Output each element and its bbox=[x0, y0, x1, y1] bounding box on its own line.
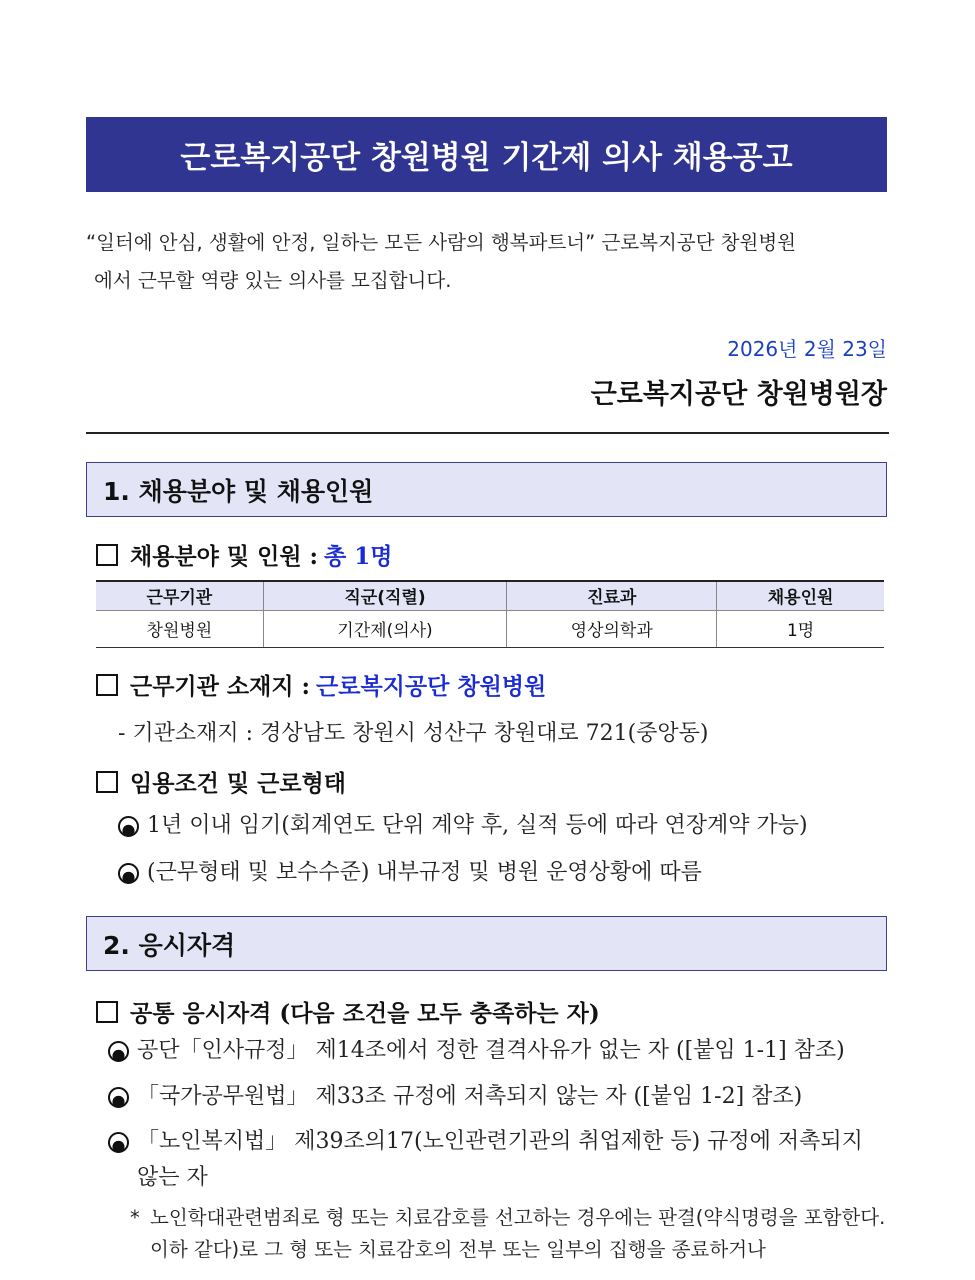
checkbox-icon bbox=[96, 771, 118, 793]
bullet-icon bbox=[108, 1041, 129, 1062]
item-label: 임용조건 및 근로형태 bbox=[130, 770, 346, 797]
item-work-location bbox=[96, 668, 546, 701]
table-header: 직군(직렬) bbox=[263, 581, 506, 610]
table-cell: 1명 bbox=[717, 610, 884, 647]
checkbox-icon bbox=[96, 544, 118, 566]
list-item bbox=[108, 1079, 802, 1115]
list-item-text: 공단「인사규정」 제14조에서 정한 결격사유가 없는 자 ([붙임 1-1] 참조) bbox=[137, 1038, 845, 1063]
section-heading-2: 2. 응시자격 bbox=[86, 916, 887, 971]
list-item-text: 「노인복지법」 제39조의17(노인관련기관의 취업제한 등) 규정에 저촉되지 않는 자 bbox=[137, 1129, 863, 1190]
signer: 근로복지공단 창원병원장 bbox=[590, 379, 887, 410]
bullet-icon bbox=[108, 1087, 129, 1108]
table-cell: 창원병원 bbox=[96, 610, 263, 647]
intro-paragraph bbox=[86, 224, 891, 300]
list-item bbox=[118, 808, 808, 844]
table-header: 채용인원 bbox=[717, 581, 884, 610]
section-heading-1: 1. 채용분야 및 채용인원 bbox=[86, 462, 887, 517]
bullet-icon bbox=[108, 1132, 129, 1153]
divider bbox=[86, 432, 889, 434]
footnote-text: 노인학대관련범죄로 형 또는 치료감호를 선고하는 경우에는 판결(약식명령을 포함한다. 이하 같다)로 그 형 또는 치료감호의 전부 또는 일부의 집행을 종료하거나 bbox=[150, 1206, 886, 1261]
item-label: 근무기관 소재지 : bbox=[130, 673, 311, 700]
list-item-text: 1년 이내 임기(회계연도 단위 계약 후, 실적 등에 따라 연장계약 가능) bbox=[147, 813, 808, 838]
announcement-date: 2026년 2월 23일 bbox=[727, 337, 887, 361]
address-line: - 기관소재지 : 경상남도 창원시 성산구 창원대로 721(중앙동) bbox=[118, 721, 709, 746]
checkbox-icon bbox=[96, 674, 118, 696]
item-label: 채용분야 및 인원 : bbox=[130, 543, 319, 570]
list-item bbox=[118, 855, 702, 891]
intro-line-1: “일터에 안심, 생활에 안정, 일하는 모든 사람의 행복파트너” 근로복지공단 창원병원 bbox=[86, 231, 797, 254]
recruit-table bbox=[96, 580, 884, 648]
list-item-text: 「국가공무원법」 제33조 규정에 저촉되지 않는 자 ([붙임 1-2] 참조) bbox=[137, 1084, 803, 1109]
table-row bbox=[96, 610, 884, 647]
list-item bbox=[108, 1124, 888, 1196]
table-cell: 기간제(의사) bbox=[263, 610, 506, 647]
list-item-text: (근무형태 및 보수수준) 내부규정 및 병원 운영상황에 따름 bbox=[147, 860, 702, 885]
item-common-qualification bbox=[96, 995, 600, 1028]
bullet-icon bbox=[118, 816, 139, 837]
item-recruit-field bbox=[96, 538, 393, 571]
table-header-row bbox=[96, 581, 884, 610]
page-title: 근로복지공단 창원병원 기간제 의사 채용공고 bbox=[86, 117, 887, 192]
footnote bbox=[130, 1202, 888, 1266]
item-highlight: 근로복지공단 창원병원 bbox=[316, 673, 547, 700]
table-header: 근무기관 bbox=[96, 581, 263, 610]
checkbox-icon bbox=[96, 1001, 118, 1023]
bullet-icon bbox=[118, 863, 139, 884]
item-highlight: 총 1명 bbox=[324, 543, 393, 570]
intro-line-2: 에서 근무할 역량 있는 의사를 모집합니다. bbox=[94, 269, 452, 292]
item-label: 공통 응시자격 (다음 조건을 모두 충족하는 자) bbox=[130, 1000, 600, 1027]
list-item bbox=[108, 1033, 845, 1069]
table-header: 진료과 bbox=[507, 581, 717, 610]
item-employment-terms bbox=[96, 765, 346, 798]
footnote-mark: * bbox=[130, 1206, 140, 1229]
table-cell: 영상의학과 bbox=[507, 610, 717, 647]
